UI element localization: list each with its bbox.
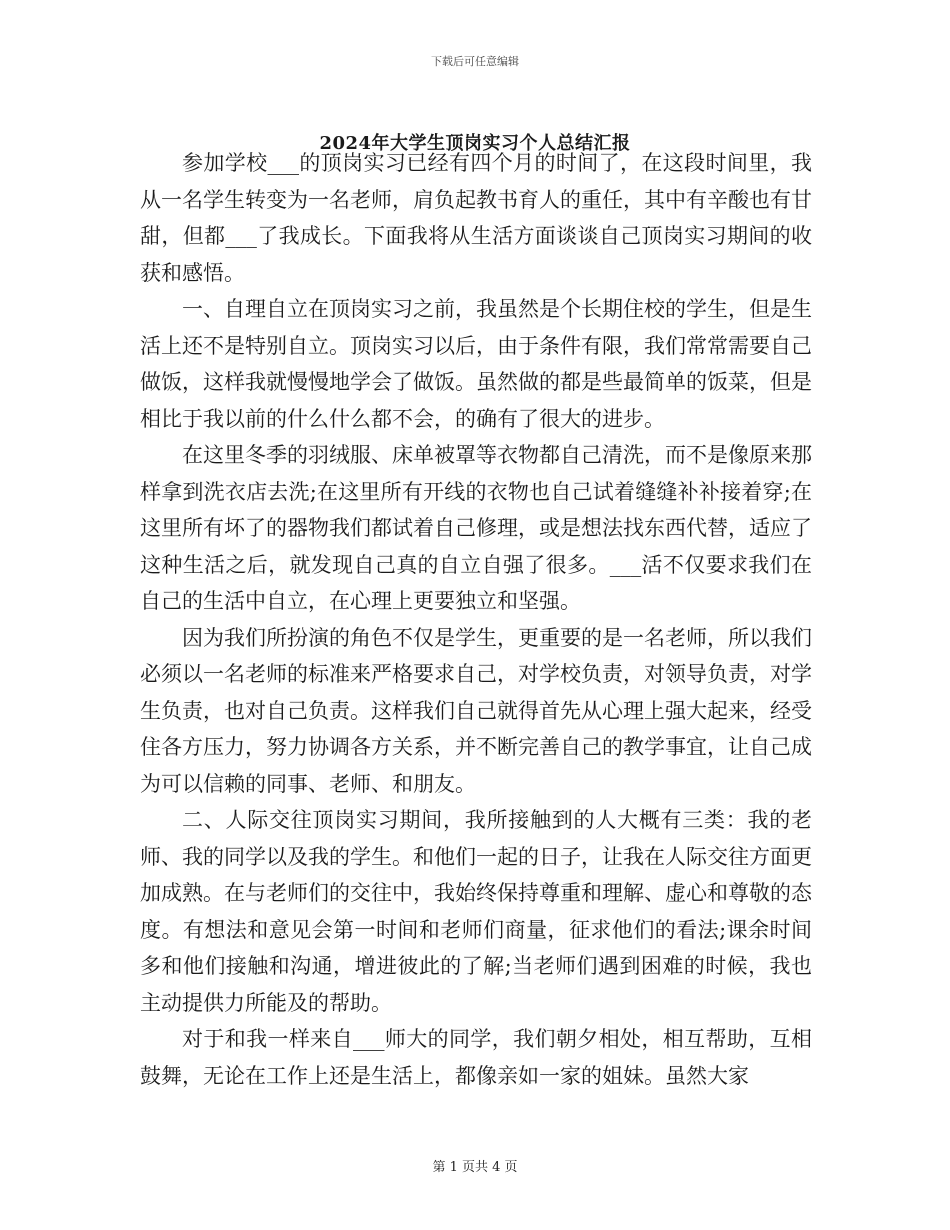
paragraph-self-reliance: 一、自理自立在顶岗实习之前，我虽然是个长期住校的学生，但是生活上还不是特别自立。顶岗实习以后，由于条件有限，我们常常需要自己做饭，这样我就慢慢地学会了做饭。虽然做的都是些最简单的饭菜，但是相比于我以前的什么什么都不会，的确有了很大的进步。 (140, 297, 812, 431)
page-number: 第 1 页共 4 页 (432, 1160, 518, 1175)
document-title: 2024年大学生顶岗实习个人总结汇报 (319, 133, 631, 155)
paragraph-interpersonal: 二、人际交往顶岗实习期间，我所接触到的人大概有三类：我的老师、我的同学以及我的学生。和他们一起的日子，让我在人际交往方面更加成熟。在与老师们的交往中，我始终保持尊重和理解、虚心和尊敬的态度。有想法和意见会第一时间和老师们商量，征求他们的看法;课余时间多和他们接触和沟通，增进彼此的了解;当老师们遇到困难的时候，我也主动提供力所能及的帮助。 (140, 808, 812, 1015)
document-body (140, 145, 812, 1094)
header-note: 下载后可任意编辑 (431, 55, 519, 68)
paragraph-classmates: 对于和我一样来自___师大的同学，我们朝夕相处，相互帮助，互相鼓舞，无论在工作上还是生活上，都像亲如一家的姐妹。虽然大家 (140, 1027, 812, 1088)
paragraph-daily-life: 在这里冬季的羽绒服、床单被罩等衣物都自己清洗，而不是像原来那样拿到洗衣店去洗;在这里所有开线的衣物也自己试着缝缝补补接着穿;在这里所有坏了的器物我们都试着自己修理，或是想法找东西代替，适应了这种生活之后，就发现自己真的自立自强了很多。___活不仅要求我们在自己的生活中自立，在心理上更要独立和坚强。 (140, 443, 812, 613)
paragraph-intro: 参加学校___的顶岗实习已经有四个月的时间了，在这段时间里，我从一名学生转变为一名老师，肩负起教书育人的重任，其中有辛酸也有甘甜，但都___了我成长。下面我将从生活方面谈谈自己顶岗实习期间的收获和感悟。 (140, 151, 812, 285)
paragraph-teacher-role: 因为我们所扮演的角色不仅是学生，更重要的是一名老师，所以我们必须以一名老师的标准来严格要求自己，对学校负责，对领导负责，对学生负责，也对自己负责。这样我们自己就得首先从心理上强大起来，经受住各方压力，努力协调各方关系，并不断完善自己的教学事宜，让自己成为可以信赖的同事、老师、和朋友。 (140, 625, 812, 796)
